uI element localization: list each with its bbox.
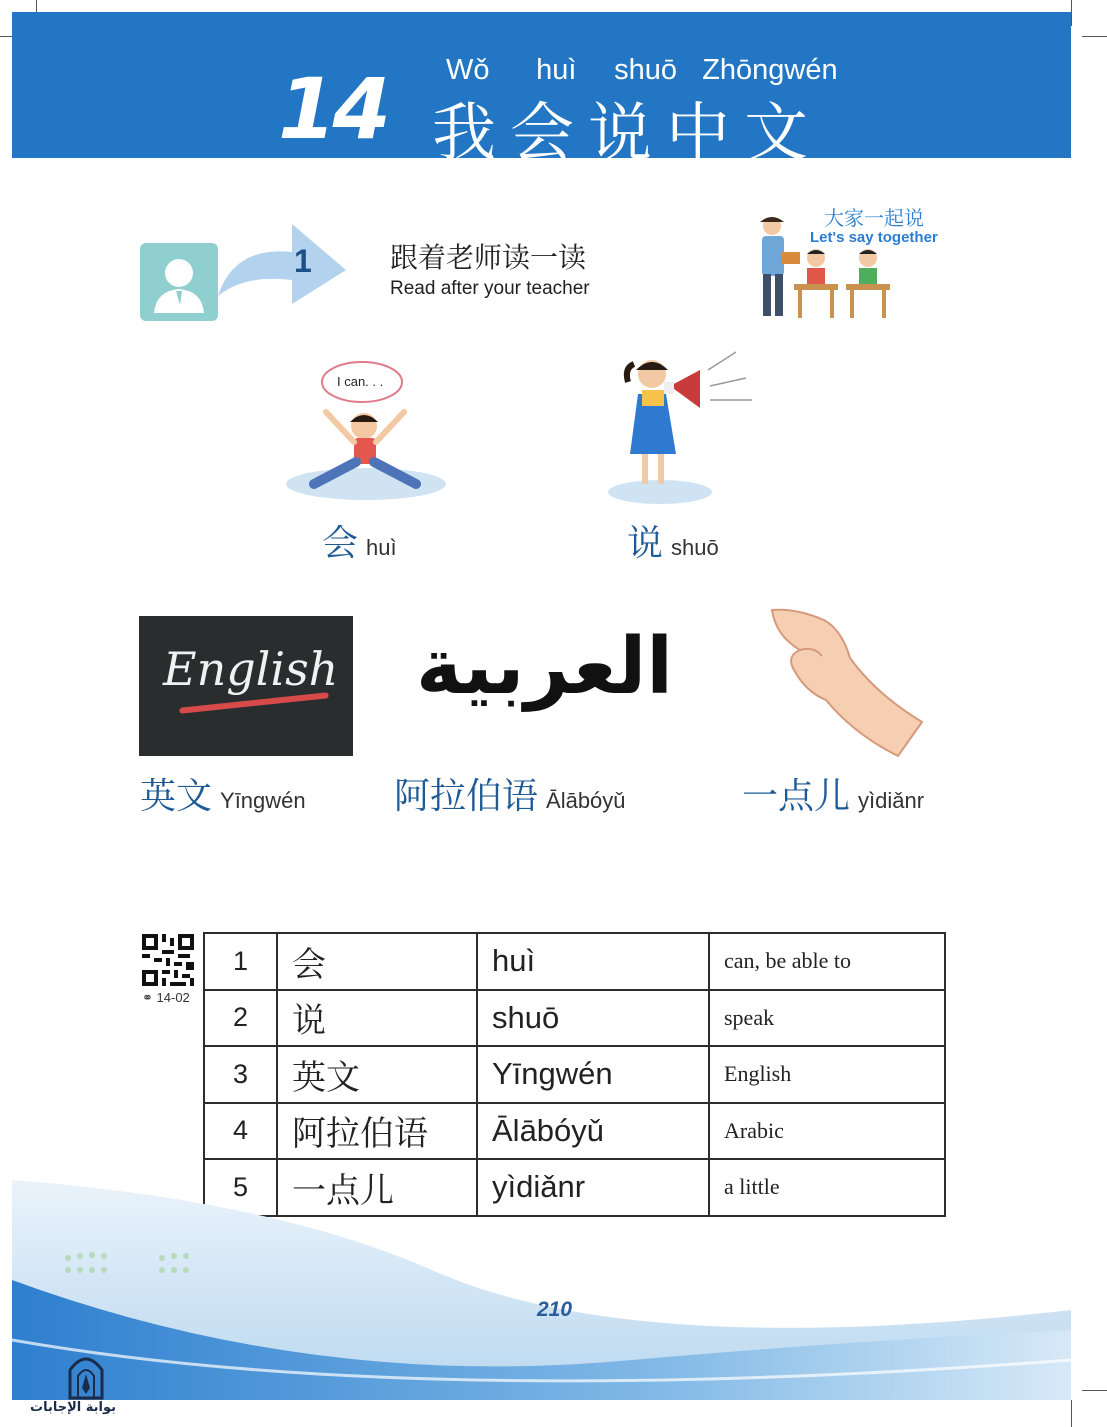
speech-bubble-text: I can. . . (337, 374, 384, 389)
table-row (204, 1103, 945, 1160)
word-pinyin: Yīngwén (220, 788, 306, 813)
row-pinyin: shuō (477, 990, 709, 1047)
pinyin-syllable: huì (536, 54, 577, 86)
row-chinese: 阿拉伯语 (277, 1103, 477, 1160)
row-english: a little (709, 1159, 945, 1216)
crop-mark (1082, 36, 1107, 37)
word-pinyin: shuō (671, 535, 719, 560)
row-pinyin: yìdiǎnr (477, 1159, 709, 1216)
step-arrow-icon (214, 218, 354, 308)
english-chalkboard-photo (139, 616, 353, 756)
qr-code-icon[interactable] (142, 934, 194, 986)
pinyin-syllable: shuō (614, 54, 678, 86)
word-label-yingwen (140, 768, 306, 819)
word-label-alaboyu (394, 768, 626, 819)
crop-mark (1082, 1390, 1107, 1391)
step-number: 1 (294, 243, 312, 279)
word-chinese: 一点儿 (742, 776, 851, 817)
word-chinese: 会 (322, 523, 359, 564)
pinyin-syllable: Zhōngwén (702, 54, 838, 86)
table-row (204, 1046, 945, 1103)
pinyin-syllable: Wǒ (446, 54, 490, 86)
audio-track-code: 14-02 (156, 990, 190, 1005)
english-photo-word: English (163, 642, 339, 696)
site-logo-text: بوابة الإجابات (30, 1400, 116, 1415)
word-pinyin: yìdiǎnr (858, 788, 925, 813)
site-logo-icon (46, 1348, 126, 1400)
row-number: 5 (204, 1159, 277, 1216)
table-row (204, 990, 945, 1047)
word-chinese: 英文 (140, 776, 213, 817)
row-number: 1 (204, 933, 277, 990)
word-label-hui (322, 515, 397, 566)
row-pinyin: huì (477, 933, 709, 990)
word-pinyin: huì (366, 535, 397, 560)
girl-megaphone-illustration (604, 342, 764, 506)
word-label-shuo (627, 515, 719, 566)
row-number: 4 (204, 1103, 277, 1160)
instruction-chinese: 跟着老师读一读 (390, 241, 587, 274)
audio-track[interactable] (142, 990, 190, 1006)
word-chinese: 说 (627, 523, 664, 564)
word-chinese: 阿拉伯语 (394, 776, 539, 817)
row-chinese: 一点儿 (277, 1159, 477, 1216)
row-english: Arabic (709, 1103, 945, 1160)
arabic-word-image: العربية (416, 622, 674, 712)
row-chinese: 英文 (277, 1046, 477, 1103)
headphones-icon: ⚭ (142, 990, 153, 1005)
table-row (204, 933, 945, 990)
row-english: English (709, 1046, 945, 1103)
footer-wave-decoration (12, 1160, 1071, 1400)
together-chinese: 大家一起说 (824, 206, 924, 230)
word-pinyin: Ālābóyǔ (546, 788, 626, 813)
together-english: Let's say together (810, 229, 938, 246)
row-number: 2 (204, 990, 277, 1047)
hand-little-illustration (766, 606, 926, 758)
row-number: 3 (204, 1046, 277, 1103)
teacher-avatar-icon (140, 243, 218, 321)
row-chinese: 会 (277, 933, 477, 990)
word-label-yidianr (742, 768, 924, 819)
row-pinyin: Yīngwén (477, 1046, 709, 1103)
lesson-title: 我会说中文 (432, 97, 822, 171)
crop-mark (1071, 0, 1072, 26)
row-english: can, be able to (709, 933, 945, 990)
row-english: speak (709, 990, 945, 1047)
row-pinyin: Ālābóyǔ (477, 1103, 709, 1160)
instruction-english: Read after your teacher (390, 278, 590, 299)
lesson-number: 14 (278, 60, 387, 158)
page-number: 210 (537, 1298, 573, 1321)
crop-mark (1071, 1400, 1072, 1427)
row-chinese: 说 (277, 990, 477, 1047)
